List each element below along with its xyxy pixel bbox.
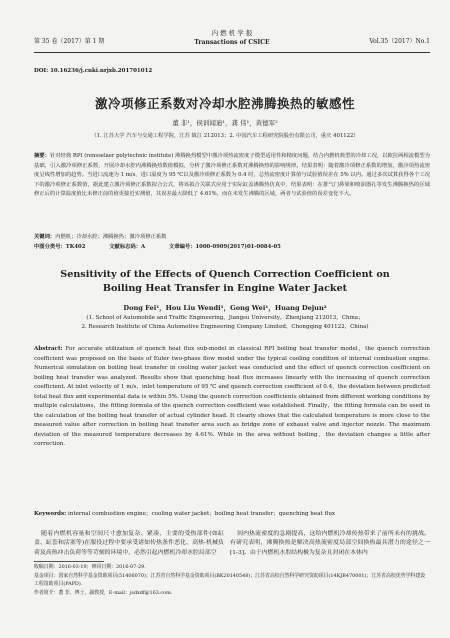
authors-cn: 董 非¹，侯训闻迪¹，龚 伟¹，黄德军²	[172, 119, 278, 127]
body-column-right: 间内热流密度的急剧提高，这给内燃机冷却传热带来了前所未有的挑战。有研究表明，沸腾换热是解决高热流密度局部空间换热最具潜力的途径之一 [1-3]。由于内燃机水腔结构极为复杂且封闭在本体内	[230, 531, 430, 556]
issue-info: 第 35 卷（2017）第 1 期	[34, 38, 105, 45]
keywords-en	[34, 509, 430, 517]
classification-line	[34, 242, 430, 250]
footnote-divider	[34, 561, 104, 562]
keywords-en-text: internal combustion engine；cooling water jacket；boiling heat transfer；quenching heat flux	[67, 511, 336, 517]
abstract-en-text: For accurate utilization of quench heat flux sub-model in classical RPI boiling heat transfer model，the quench correction coefficient was proposed on the basis of Euler two-phase flow model under the typical cooling condition of internal combustion engine. Numerical simulation on boiling heat transfer in cooling water jacket was conducted and the effect of quench correction coefficient on boiling heat transfer was analyzed. Results show that quenching heat flux increases linearly with the increasing of quench correction coefficient. At inlet velocity of 1 m/s，inlet temperature of 95 ℃ and quench correction coefficient of 0.4，the deviation between predicted total heat flux and experimental data is within 5%. Using the quench correction coefficients obtained from different working conditions by multiple calculations，the fitting formula of the quench correction coefficient was established. Finally，the fitting formula can be used in the calculation of the boiling heat transfer of actual cylinder head. It clearly shows that the calculated temperature is more close to the measured value after correction in boiling heat transfer area such as bridge zone of exhaust valve and injector nozzle. The maximum deviation of the measured temperature decreases by 4.61%. While in the area without boiling，the deviation changes a little after correction.	[34, 346, 431, 448]
title-cn: 激冷项修正系数对冷却水腔沸腾换热的敏感性	[94, 96, 355, 111]
affiliation-en	[0, 314, 450, 332]
keywords-cn	[34, 232, 430, 240]
footnote	[34, 563, 430, 597]
abstract-en	[34, 345, 430, 450]
abstract-en-label: Abstract:	[34, 346, 63, 352]
volume-info: Vol.35（2017）No.1	[369, 38, 430, 45]
document-code: 文献标志码：A	[109, 244, 146, 250]
title-en-line2: Boiling Heat Transfer in Engine Water Jacket	[102, 282, 348, 294]
authors-en: Dong Fei¹，Hou Liu Wendi¹，Gong Wei¹，Huang Dejun²	[123, 304, 327, 312]
clc-number: 中图分类号：TK402	[34, 244, 86, 250]
abstract-cn-label: 摘要：	[34, 153, 50, 159]
affiliation-cn: （1. 江苏大学 汽车与交通工程学院，江苏 镇江 212013；2. 中国汽车工程研究院股份有限公司，重庆 401122）	[91, 133, 359, 139]
keywords-cn-text: 内燃机；冷却水腔；沸腾换热；激冷项修正系数	[55, 234, 167, 240]
article-number: 文章编号：1000-0909(2017)01-0084-05	[169, 244, 281, 250]
abstract-cn-text: 针对经典 RPI (rensselaer polytechnic institute) 沸腾换热模型中激冷项热流密度子模型适用性和精度问题，结合内燃机典型的冷却工况，以欧拉两相流模型为基础，引入激冷项修正系数，开展冷却水腔内沸腾换热数值模拟，分析了激冷项修正系数对沸腾换热的影响规律。结果表明：随着激冷项修正系数的增加，激冷项热流密度呈线性增加的趋势。当进口流速为 1 m/s、进口温度为 95 ℃以及激冷项修正系数为 0.4 时，总热流密度计算值与试验值误差在 5% 以内。通过多次试算获得各个工况下的激冷项修正系数值，据此建立激冷项修正系数拟合公式，将该拟合关联式应用于实际缸盖沸腾热仿真中，结果表明：在排气门鼻梁和喷油器孔等发生沸腾换热的区域修正后的计算温度值比未修正前的值更接近实测值，其误差最大降低了 4.61%，而在未发生沸腾的区域，两者与试验值的误差变化不大。	[34, 153, 430, 198]
journal-name-en: Transactions of CSICE	[194, 39, 270, 46]
keywords-en-label: Keywords:	[34, 511, 67, 517]
footnote-received: 收稿日期：2016-03-19；修回日期：2016-07-29.	[34, 564, 146, 570]
body-column-left: 随着内燃机容量和空间尺寸愈加复杂、紧凑，主要的受热部件(如缸盖、缸套和活塞等)在服役过程中要承受诸如传热条件恶化、高热-机械负荷及高热冲击负荷等等苛刻的环境中，必然引起内燃机冷却水腔局部空	[34, 531, 224, 556]
footnote-fund: 基金项目：国家自然科学基金资助项目(51406070)；江苏省自然科学基金资助项目(BK20140548)；江苏省高校自然科学研究资助项目(14KJB470001)；江苏省高校优势学科建设工程资助项目(PAPD).	[34, 572, 426, 587]
abstract-cn	[34, 152, 430, 200]
journal-name-cn: 内 燃 机 学 报	[211, 29, 253, 37]
footnote-author: 作者简介：董 非，博士，副教授，E-mail：jsdxdf@163.com.	[34, 589, 173, 596]
running-header	[34, 26, 430, 53]
title-en-line1: Sensitivity of the Effects of Quench Correction Coefficient on	[60, 269, 390, 280]
affiliation-en-2: 2. Research Institute of China Automotive Engineering Company Limited，Chongqing 401122，China)	[81, 324, 369, 330]
keywords-cn-label: 关键词：	[34, 234, 56, 240]
affiliation-en-1: (1. School of Automobile and Traffic Engineering，Jiangsu University，Zhenjiang 212013，China；	[86, 315, 364, 321]
title-en	[0, 268, 450, 295]
doi[interactable]: DOI: 10.16236/j.cnki.nrjxb.201701012	[34, 68, 153, 74]
